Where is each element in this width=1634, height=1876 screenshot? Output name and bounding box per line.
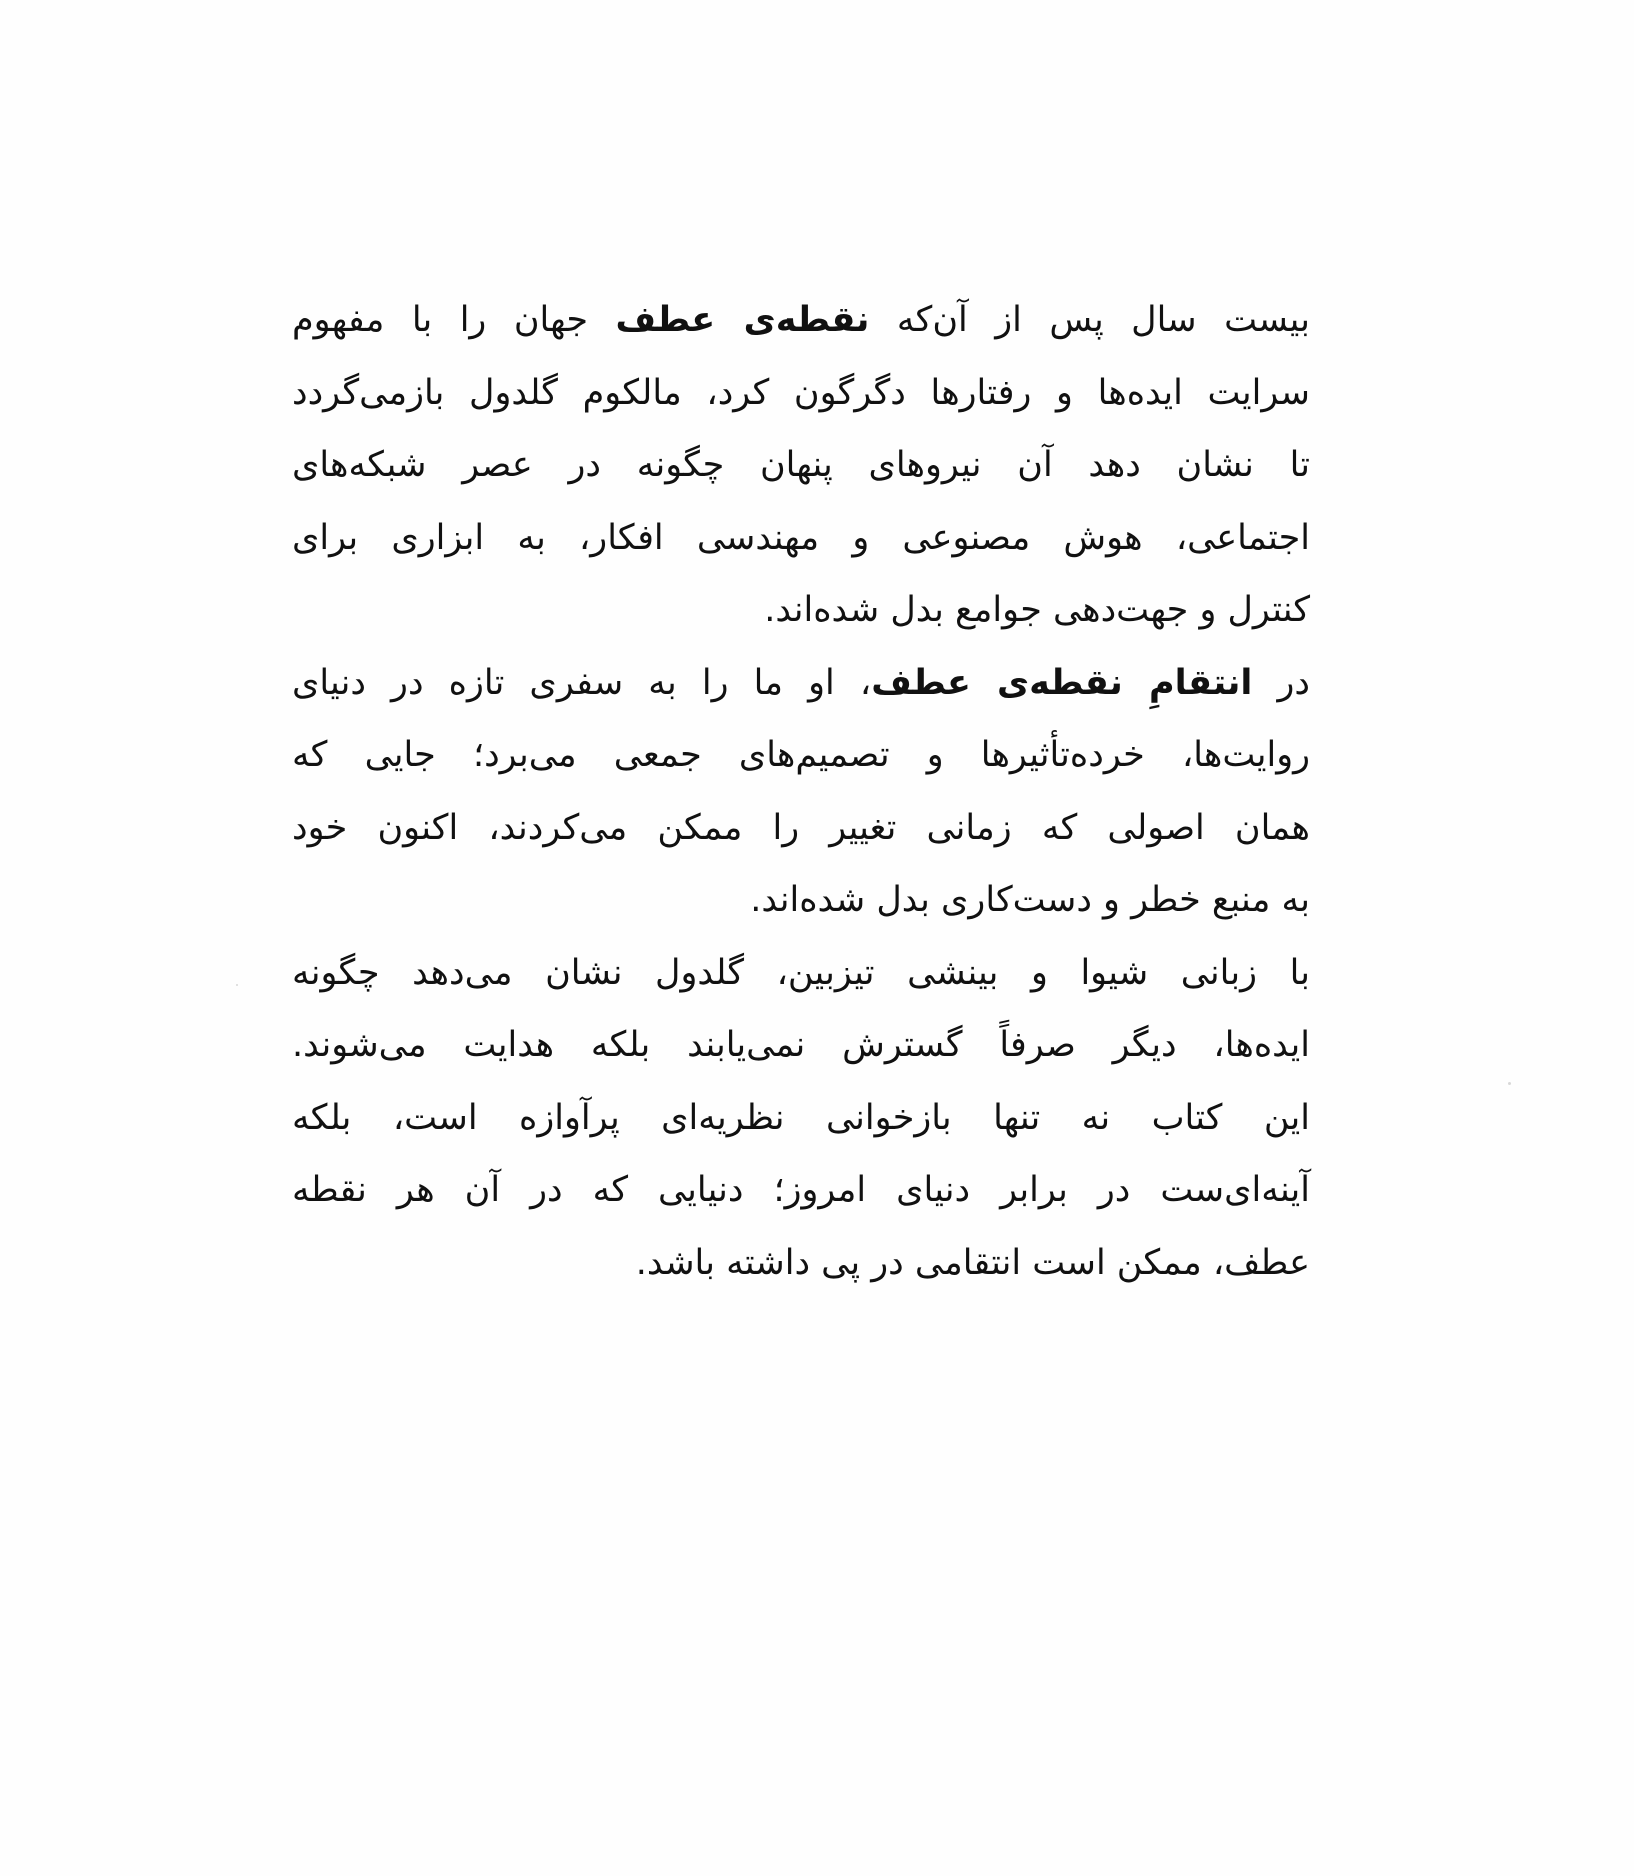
- text-line: ایده‌ها، دیگر صرفاً گسترش نمی‌یابند بلکه هدایت می‌شوند.: [292, 1025, 1310, 1065]
- text-fragment: در: [1252, 662, 1310, 703]
- paragraph-2: [292, 647, 1310, 937]
- text-line: کنترل و جهت‌دهی جوامع بدل شده‌اند.: [764, 590, 1310, 630]
- text-fragment: ، او ما را به سفری تازه در دنیای: [292, 662, 872, 703]
- paper-speck: [1508, 1082, 1511, 1085]
- text-line: [292, 284, 1310, 357]
- blurb-text-block: [292, 284, 1310, 1299]
- paragraph-3: [292, 937, 1310, 1300]
- text-fragment: جهان را با مفهوم: [292, 300, 616, 340]
- text-fragment: بیست سال پس از آن‌که: [869, 300, 1310, 340]
- paragraph-1: [292, 284, 1310, 647]
- text-line: همان اصولی که زمانی تغییر را ممکن می‌کردند، اکنون خود: [292, 807, 1310, 848]
- text-line: آینه‌ای‌ست در برابر دنیای امروز؛ دنیایی که در آن هر نقطه: [292, 1170, 1310, 1210]
- text-line: روایت‌ها، خرده‌تأثیرها و تصمیم‌های جمعی می‌برد؛ جایی که: [292, 735, 1310, 775]
- book-title-emphasis: نقطه‌ی عطف: [615, 300, 870, 340]
- text-line: با زبانی شیوا و بینشی تیزبین، گلدول نشان می‌دهد چگونه: [292, 952, 1310, 993]
- text-line: اجتماعی، هوش مصنوعی و مهندسی افکار، به ابزاری برای: [292, 517, 1310, 558]
- text-line: به منبع خطر و دست‌کاری بدل شده‌اند.: [750, 880, 1310, 920]
- book-title-emphasis: انتقامِ نقطه‌ی عطف: [871, 662, 1253, 703]
- text-line: این کتاب نه تنها بازخوانی نظریه‌ای پرآوازه است، بلکه: [292, 1097, 1310, 1138]
- paper-speck: [236, 984, 238, 986]
- text-line: [292, 647, 1310, 720]
- text-line: سرایت ایده‌ها و رفتارها دگرگون کرد، مالکوم گلدول بازمی‌گردد: [292, 372, 1310, 413]
- text-line: تا نشان دهد آن نیروهای پنهان چگونه در عصر شبکه‌های: [292, 445, 1310, 485]
- text-line: عطف، ممکن است انتقامی در پی داشته باشد.: [635, 1242, 1310, 1283]
